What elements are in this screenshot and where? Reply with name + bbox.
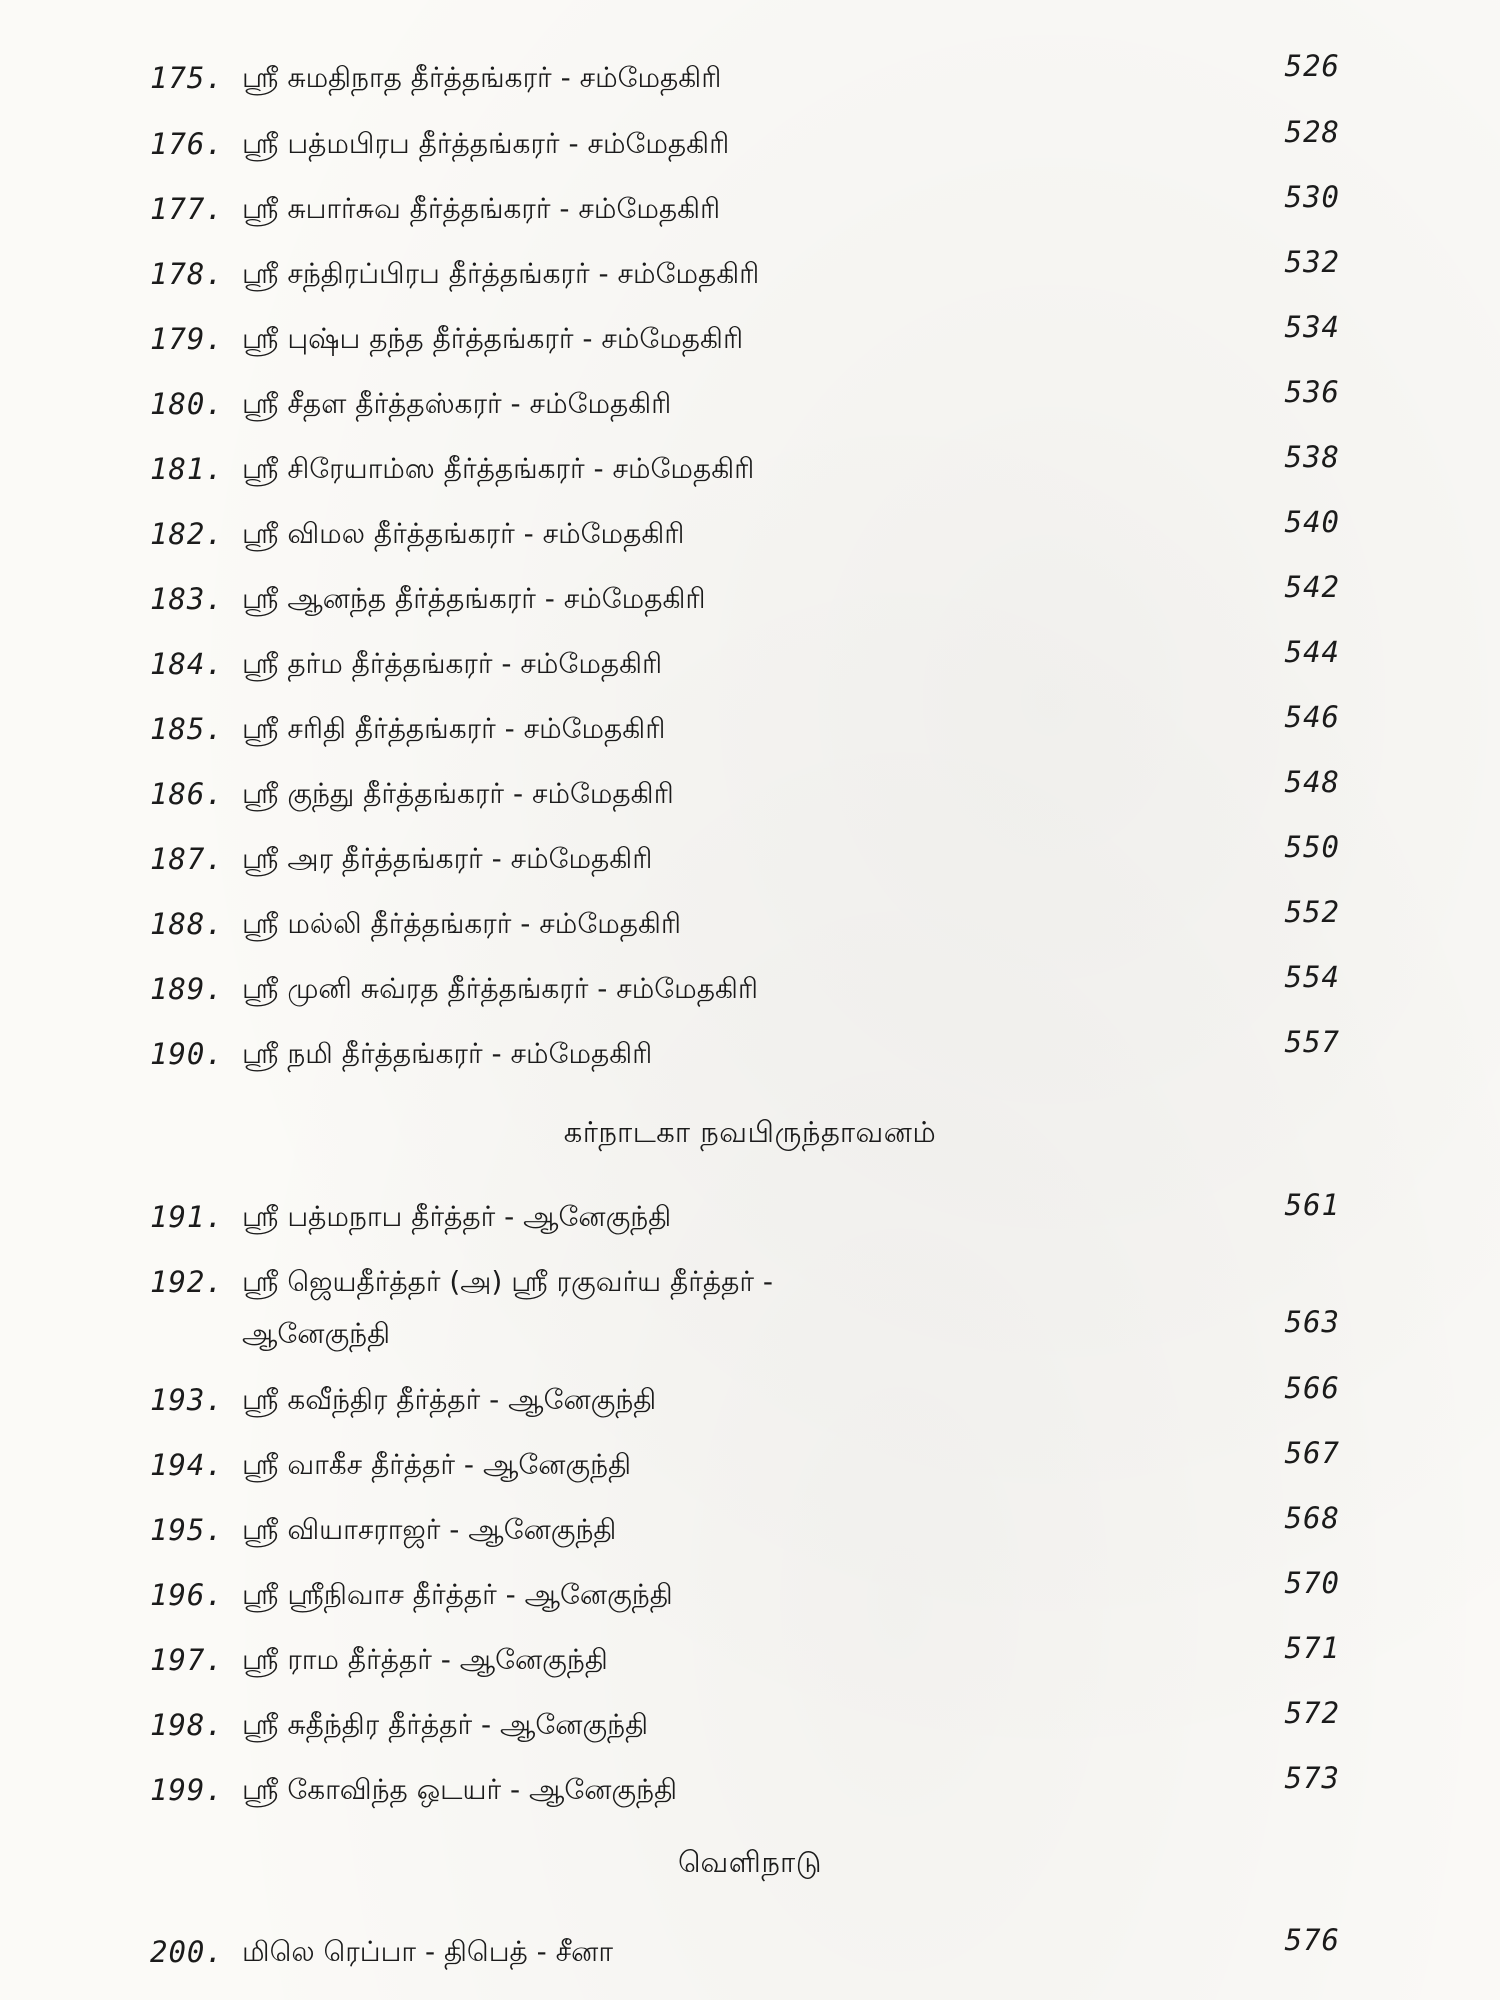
toc-entry-197 <box>150 1631 1340 1700</box>
entry-title: ஸ்ரீ நமி தீர்த்தங்கரர் - சம்மேதகிரி <box>242 1037 653 1070</box>
entry-number: 180. <box>150 387 224 421</box>
entry-page-number: 572 <box>1284 1696 1340 1730</box>
entry-page-number: 548 <box>1284 765 1340 799</box>
entry-page-number: 566 <box>1284 1371 1340 1405</box>
entry-page-number: 563 <box>1284 1305 1340 1339</box>
entry-number: 183. <box>150 582 224 616</box>
toc-entry-193 <box>150 1371 1340 1440</box>
entry-number: 195. <box>150 1513 224 1547</box>
entry-page-number: 550 <box>1284 830 1340 864</box>
entry-title: ஸ்ரீ சீதள தீர்த்தஸ்கரர் - சம்மேதகிரி <box>242 387 672 420</box>
entry-number: 187. <box>150 842 224 876</box>
toc-entry-184 <box>150 635 1340 704</box>
entry-title: ஸ்ரீ விமல தீர்த்தங்கரர் - சம்மேதகிரி <box>242 517 685 550</box>
toc-entry-196 <box>150 1566 1340 1635</box>
entry-title: ஸ்ரீ முனி சுவ்ரத தீர்த்தங்கரர் - சம்மேதகிரி <box>242 972 759 1005</box>
entry-title: ஸ்ரீ ஜெயதீர்த்தர் (அ) ஸ்ரீ ரகுவர்ய தீர்த்தர் - <box>242 1265 774 1298</box>
toc-entry-195 <box>150 1501 1340 1570</box>
entry-number: 193. <box>150 1383 224 1417</box>
entry-title-continuation: ஆனேகுந்தி <box>242 1317 391 1350</box>
entry-page-number: 557 <box>1284 1025 1340 1059</box>
toc-entry-180 <box>150 375 1340 444</box>
entry-title: ஸ்ரீ பத்மபிரப தீர்த்தங்கரர் - சம்மேதகிரி <box>242 127 730 160</box>
entry-page-number: 532 <box>1284 245 1340 279</box>
entry-number: 190. <box>150 1037 224 1071</box>
entry-title: ஸ்ரீ ஆனந்த தீர்த்தங்கரர் - சம்மேதகிரி <box>242 582 706 615</box>
entry-page-number: 571 <box>1284 1631 1340 1665</box>
toc-entry-183 <box>150 570 1340 639</box>
entry-number: 199. <box>150 1773 224 1807</box>
toc-entry-191 <box>150 1188 1340 1257</box>
section-heading-karnataka: கர்நாடகா நவபிருந்தாவனம் <box>563 1115 937 1149</box>
toc-entry-182 <box>150 505 1340 574</box>
entry-page-number: 544 <box>1284 635 1340 669</box>
entry-number: 188. <box>150 907 224 941</box>
entry-number: 197. <box>150 1643 224 1677</box>
entry-title: ஸ்ரீ அர தீர்த்தங்கரர் - சம்மேதகிரி <box>242 842 653 875</box>
entry-number: 182. <box>150 517 224 551</box>
toc-entry-190 <box>150 1025 1340 1094</box>
entry-title: ஸ்ரீ சுதீந்திர தீர்த்தர் - ஆனேகுந்தி <box>242 1708 649 1741</box>
toc-entry-194 <box>150 1436 1340 1505</box>
entry-title: ஸ்ரீ வாகீச தீர்த்தர் - ஆனேகுந்தி <box>242 1448 632 1481</box>
entry-page-number: 526 <box>1284 49 1340 83</box>
toc-entry-175 <box>150 49 1340 118</box>
entry-page-number: 536 <box>1284 375 1340 409</box>
entry-title: ஸ்ரீ சந்திரப்பிரப தீர்த்தங்கரர் - சம்மேதகிரி <box>242 257 760 290</box>
entry-page-number: 546 <box>1284 700 1340 734</box>
entry-title: ஸ்ரீ சரிதி தீர்த்தங்கரர் - சம்மேதகிரி <box>242 712 666 745</box>
entry-title: ஸ்ரீ பத்மநாப தீர்த்தர் - ஆனேகுந்தி <box>242 1200 672 1233</box>
toc-entry-199 <box>150 1761 1340 1830</box>
entry-page-number: 573 <box>1284 1761 1340 1795</box>
entry-number: 191. <box>150 1200 224 1234</box>
entry-number: 179. <box>150 322 224 356</box>
entry-page-number: 576 <box>1284 1923 1340 1957</box>
entry-title: ஸ்ரீ சிரேயாம்ஸ தீர்த்தங்கரர் - சம்மேதகிரி <box>242 452 755 485</box>
toc-entry-188 <box>150 895 1340 964</box>
toc-entry-181 <box>150 440 1340 509</box>
entry-page-number: 567 <box>1284 1436 1340 1470</box>
section-heading-abroad: வெளிநாடு <box>677 1845 823 1879</box>
entry-number: 194. <box>150 1448 224 1482</box>
entry-number: 184. <box>150 647 224 681</box>
entry-title: ஸ்ரீ கோவிந்த ஒடயர் - ஆனேகுந்தி <box>242 1773 678 1806</box>
entry-title: ஸ்ரீ வியாசராஜர் - ஆனேகுந்தி <box>242 1513 617 1546</box>
entry-title: மிலெ ரெப்பா - திபெத் - சீனா <box>242 1935 613 1968</box>
entry-page-number: 542 <box>1284 570 1340 604</box>
entry-title: ஸ்ரீ சுமதிநாத தீர்த்தங்கரர் - சம்மேதகிரி <box>242 61 722 94</box>
entry-title: ஸ்ரீ கவீந்திர தீர்த்தர் - ஆனேகுந்தி <box>242 1383 657 1416</box>
entry-page-number: 561 <box>1284 1188 1340 1222</box>
entry-title: ஸ்ரீ சுபார்சுவ தீர்த்தங்கரர் - சம்மேதகிரி <box>242 192 721 225</box>
toc-entry-176 <box>150 115 1340 184</box>
toc-entry-185 <box>150 700 1340 769</box>
entry-number: 200. <box>150 1935 224 1969</box>
entry-title: ஸ்ரீ ஸ்ரீநிவாச தீர்த்தர் - ஆனேகுந்தி <box>242 1578 673 1611</box>
entry-page-number: 538 <box>1284 440 1340 474</box>
entry-number: 192. <box>150 1265 224 1299</box>
entry-page-number: 568 <box>1284 1501 1340 1535</box>
entry-title: ஸ்ரீ புஷ்ப தந்த தீர்த்தங்கரர் - சம்மேதகிரி <box>242 322 744 355</box>
toc-entry-187 <box>150 830 1340 899</box>
entry-title: ஸ்ரீ மல்லி தீர்த்தங்கரர் - சம்மேதகிரி <box>242 907 682 940</box>
entry-number: 175. <box>150 61 224 95</box>
toc-entry-192 <box>150 1262 1340 1372</box>
entry-number: 177. <box>150 192 224 226</box>
entry-page-number: 534 <box>1284 310 1340 344</box>
entry-page-number: 554 <box>1284 960 1340 994</box>
entry-page-number: 540 <box>1284 505 1340 539</box>
entry-page-number: 552 <box>1284 895 1340 929</box>
entry-number: 181. <box>150 452 224 486</box>
entry-number: 189. <box>150 972 224 1006</box>
toc-entry-200 <box>150 1923 1340 1982</box>
entry-number: 178. <box>150 257 224 291</box>
entry-page-number: 570 <box>1284 1566 1340 1600</box>
toc-entry-179 <box>150 310 1340 379</box>
toc-entry-178 <box>150 245 1340 314</box>
entry-number: 185. <box>150 712 224 746</box>
entry-page-number: 528 <box>1284 115 1340 149</box>
entry-number: 186. <box>150 777 224 811</box>
toc-entry-177 <box>150 180 1340 249</box>
entry-number: 196. <box>150 1578 224 1612</box>
toc-entry-198 <box>150 1696 1340 1765</box>
entry-title: ஸ்ரீ குந்து தீர்த்தங்கரர் - சம்மேதகிரி <box>242 777 674 810</box>
entry-number: 176. <box>150 127 224 161</box>
entry-title: ஸ்ரீ தர்ம தீர்த்தங்கரர் - சம்மேதகிரி <box>242 647 663 680</box>
entry-number: 198. <box>150 1708 224 1742</box>
toc-entry-186 <box>150 765 1340 834</box>
toc-entry-189 <box>150 960 1340 1029</box>
entry-page-number: 530 <box>1284 180 1340 214</box>
entry-title: ஸ்ரீ ராம தீர்த்தர் - ஆனேகுந்தி <box>242 1643 608 1676</box>
